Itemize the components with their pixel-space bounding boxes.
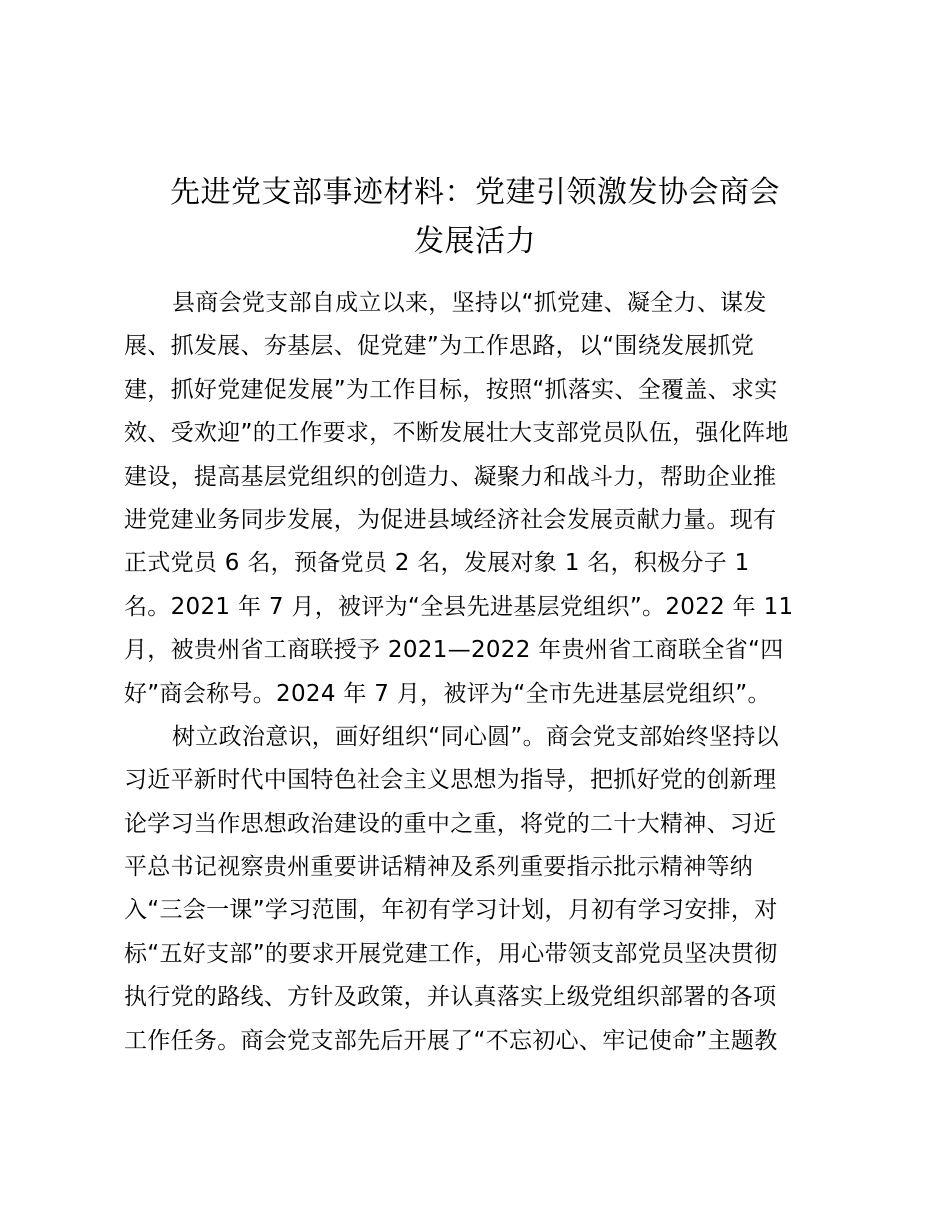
paragraph-2-line: 标“五好支部”的要求开展党建工作，用心带领支部党员坚决贯彻 <box>124 940 778 967</box>
paragraph-2-line: 工作任务。商会党支部先后开展了“不忘初心、牢记使命”主题教 <box>124 1027 778 1054</box>
paragraph-1-line: 建，抓好党建促发展”为工作目标，按照“抓落实、全覆盖、求实 <box>124 376 778 403</box>
paragraph-2-line: 执行党的路线、方针及政策，并认真落实上级党组织部署的各项 <box>124 984 777 1011</box>
paragraph-2-line: 平总书记视察贵州重要讲话精神及系列重要指示批示精神等纳 <box>124 854 754 881</box>
document-title <box>110 168 840 266</box>
paragraph-1-line: 名。2021 年 7 月，被评为“全县先进基层党组织”。2022 年 11 <box>124 593 794 620</box>
paragraph-1-line: 正式党员 6 名，预备党员 2 名，发展对象 1 名，积极分子 1 <box>124 550 750 577</box>
paragraph-1-line: 月，被贵州省工商联授予 2021—2022 年贵州省工商联全省“四 <box>124 637 784 664</box>
paragraph-2-line: 论学习当作思想政治建设的重中之重，将党的二十大精神、习近 <box>124 810 777 837</box>
paragraph-2-line: 树立政治意识，画好组织“同心圆”。商会党支部始终坚持以 <box>172 723 779 750</box>
paragraph-1-line: 进党建业务同步发展，为促进县域经济社会发展贡献力量。现有 <box>124 506 777 533</box>
paragraph-1-line: 效、受欢迎”的工作要求，不断发展壮大支部党员队伍，强化阵地 <box>124 420 789 447</box>
paragraph-2-line: 习近平新时代中国特色社会主义思想为指导，把抓好党的创新理 <box>124 767 777 794</box>
paragraph-1-line: 县商会党支部自成立以来，坚持以“抓党建、凝全力、谋发 <box>172 290 767 316</box>
paragraph-2-line: 入“三会一课”学习范围，年初有学习计划，月初有学习安排，对 <box>124 897 778 924</box>
paragraph-1-line: 展、抓发展、夯基层、促党建”为工作思路，以“围绕发展抓党 <box>124 333 755 360</box>
paragraph-1-line: 好”商会称号。2024 年 7 月，被评为“全市先进基层党组织”。 <box>124 680 771 707</box>
title-line-1: 先进党支部事迹材料：党建引领激发协会商会 <box>170 175 780 210</box>
paragraph-1-line: 建设，提高基层党组织的创造力、凝聚力和战斗力，帮助企业推 <box>124 463 777 490</box>
title-line-2: 发展活力 <box>414 224 536 259</box>
document-body <box>124 282 836 1063</box>
